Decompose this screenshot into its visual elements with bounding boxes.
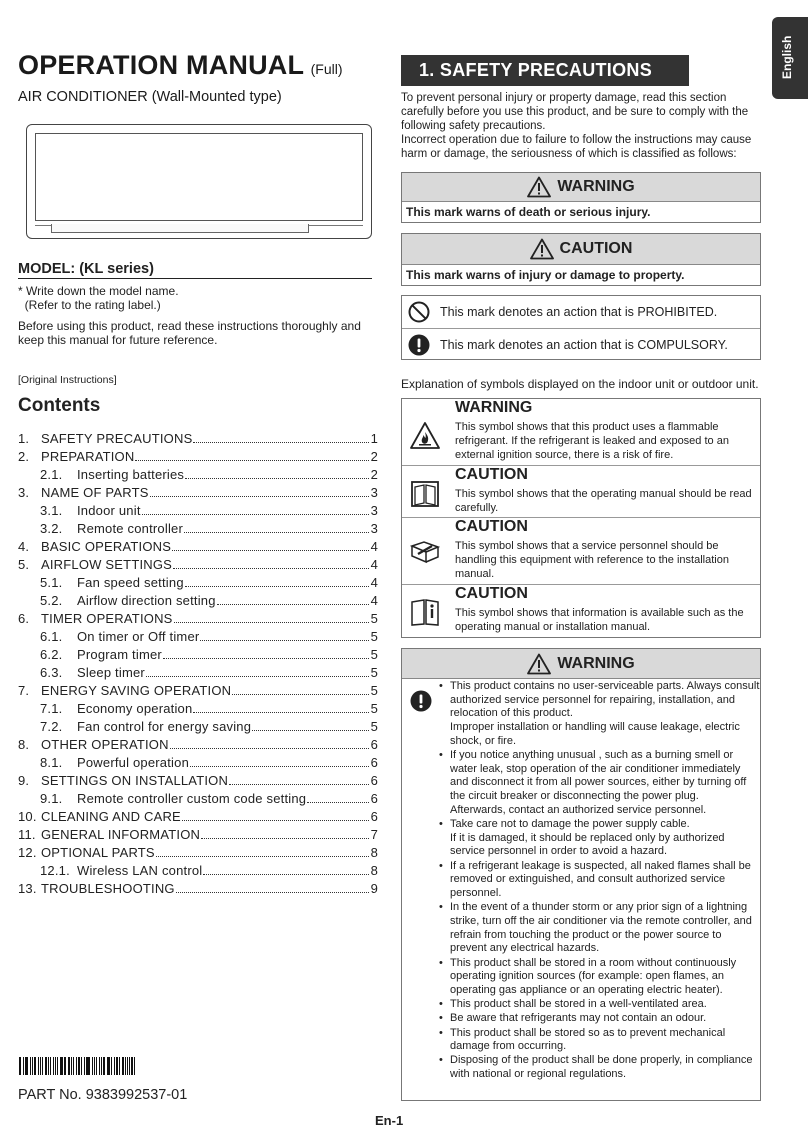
symbol-row: CAUTION This symbol shows that the operating manual should be read carefully. [402, 465, 760, 517]
warning-item: • If you notice anything unusual , such as a burning smell or water leak, stop operation of the air conditioner immediately and disconnect it from all power sources, either by turning off the circuit breaker or disconnecting the power plug. Afterwards, contact an authorized service personnel. [438, 749, 760, 818]
marks-box [401, 295, 761, 360]
toc-item: 2. PREPARATION 2 [18, 449, 378, 464]
warning-item: • Be aware that refrigerants may not contain an odour. [438, 1012, 760, 1026]
toc-item: 12.1. Wireless LAN control 8 [40, 863, 378, 878]
toc-item: 8.1. Powerful operation 6 [40, 755, 378, 770]
compulsory-text: This mark denotes an action that is COMPULSORY. [440, 337, 728, 352]
barcode [19, 1057, 137, 1075]
toc-item: 13. TROUBLESHOOTING 9 [18, 881, 378, 896]
toc-item: 5. AIRFLOW SETTINGS 4 [18, 557, 378, 572]
model-label: MODEL: (KL series) [18, 261, 372, 279]
prohibited-text: This mark denotes an action that is PROHIBITED. [440, 305, 718, 319]
toc-item: 5.1. Fan speed setting 4 [40, 575, 378, 590]
table-of-contents [18, 431, 378, 899]
toc-item: 7.1. Economy operation 5 [40, 701, 378, 716]
toc-item: 9. SETTINGS ON INSTALLATION 6 [18, 773, 378, 788]
title-main: OPERATION MANUAL [18, 50, 305, 80]
compulsory-icon [408, 334, 430, 356]
symbols-intro: Explanation of symbols displayed on the indoor unit or outdoor unit. [401, 377, 759, 391]
part-number: PART No. 9383992537-01 [18, 1087, 188, 1103]
toc-item: 11. GENERAL INFORMATION 7 [18, 827, 378, 842]
caution-triangle-icon [530, 238, 554, 260]
warning-item: • This product shall be stored in a well-ventilated area. [438, 998, 760, 1012]
service-manual-icon [410, 536, 440, 566]
symbol-row: WARNING This symbol shows that this product uses a flammable refrigerant. If the refrigerant is leaked and exposed to an external ignition source, there is a risk of fire. [402, 399, 760, 465]
manual-title [18, 50, 343, 81]
warning-item: • This product contains no user-serviceable parts. Always consult authorized service personnel for repairing, installation, and relocation of this product. Improper installation or handling will cause leakage, electric shock, or fire. [438, 680, 760, 749]
toc-item: 3. NAME OF PARTS 3 [18, 485, 378, 500]
warning-item: • Disposing of the product shall be done properly, in compliance with national or regional regulations. [438, 1054, 760, 1081]
page-number: En-1 [375, 1113, 404, 1128]
toc-item: 8. OTHER OPERATION 6 [18, 737, 378, 752]
contents-heading: Contents [18, 395, 101, 416]
toc-item: 5.2. Airflow direction setting 4 [40, 593, 378, 608]
toc-item: 9.1. Remote controller custom code setting 6 [40, 791, 378, 806]
toc-item: 2.1. Inserting batteries 2 [40, 467, 378, 482]
toc-item: 6.3. Sleep timer 5 [40, 665, 378, 680]
toc-item: 10. CLEANING AND CARE 6 [18, 809, 378, 824]
warning-item: • If a refrigerant leakage is suspected, all naked flames shall be removed or extinguished, and consult authorized service personnel. [438, 860, 760, 901]
section-intro: To prevent personal injury or property damage, read this section carefully before you use this product, and be sure to comply with the following safety precautions. Incorrect operation due to failure to follow the instructions may cause harm or damage, the seriousness of which is classified as follows: [401, 92, 752, 160]
toc-item: 4. BASIC OPERATIONS 4 [18, 539, 378, 554]
toc-item: 6.2. Program timer 5 [40, 647, 378, 662]
model-instructions: Before using this product, read these instructions thoroughly and keep this manual for future reference. [18, 319, 361, 347]
toc-item: 6.1. On timer or Off timer 5 [40, 629, 378, 644]
toc-item: 7.2. Fan control for energy saving 5 [40, 719, 378, 734]
warning-item: • This product shall be stored so as to prevent mechanical damage from occurring. [438, 1027, 760, 1054]
section-heading: 1. SAFETY PRECAUTIONS [401, 55, 689, 86]
original-instructions: [Original Instructions] [18, 374, 117, 386]
compulsory-icon [410, 690, 432, 712]
warning-triangle-icon [527, 176, 551, 198]
model-note: * Write down the model name. (Refer to the rating label.) [18, 284, 179, 312]
toc-item: 3.1. Indoor unit 3 [40, 503, 378, 518]
warning-triangle-icon [527, 653, 551, 675]
caution-definition-text: This mark warns of injury or damage to property. [406, 268, 685, 282]
manual-subtitle: AIR CONDITIONER (Wall-Mounted type) [18, 89, 282, 105]
symbol-row: CAUTION This symbol shows that a service personnel should be handling this equipment with reference to the installation manual. [402, 517, 760, 584]
symbol-row: CAUTION This symbol shows that information is available such as the operating manual or installation manual. [402, 584, 760, 639]
warnings-box: WARNING • This product contains no user-serviceable parts. Always consult authorized service personnel for repairing, installation, and relocation of this product. Improper installation or handling will cause leakage, electric shock, or fire. • If you notice anything unusual , such as a burning smell or water leak, stop operation of the air conditioner immediately and disconnect it from all power sources, either by turning off the circuit breaker or disconnecting the power plug. Afterwards, contact an authorized service personnel. • Take care not to damage the power supply cable. If it is damaged, it should be replaced only by authorized service personnel in order to avoid a hazard. • If a refrigerant leakage is suspected, all naked flames shall be removed or extinguished, and consult authorized service personnel. • In the event of a thunder storm or any prior sign of a lightning strike, turn off the air conditioner via the remote controller, and refrain from touching the product or the power source to prevent any electrical hazards. • This product shall be stored in a room without continuously operating ignition sources (for example: open flames, an operating gas appliance or an operating electric heater). • This product shall be stored in a well-ventilated area. • Be aware that refrigerants may not contain an odour. • This product shall be stored so as to prevent mechanical damage from occurring. • Disposing of the product shall be done properly, in compliance with national or regional regulations. [401, 648, 761, 1101]
warning-item: • Take care not to damage the power supply cable. If it is damaged, it should be replaced only by authorized service personnel in order to avoid a hazard. [438, 818, 760, 859]
toc-item: 6. TIMER OPERATIONS 5 [18, 611, 378, 626]
warning-definition-box: WARNING This mark warns of death or serious injury. [401, 172, 761, 223]
indoor-unit-illustration [26, 124, 372, 239]
symbols-box [401, 398, 761, 638]
warning-item: • This product shall be stored in a room without continuously operating ignition sources (for example: open flames, an operating gas appliance or an operating electric heater). [438, 957, 760, 998]
title-suffix: (Full) [310, 61, 343, 77]
warning-definition-text: This mark warns of death or serious injury. [406, 205, 651, 219]
info-manual-icon [410, 597, 440, 627]
caution-definition-box: CAUTION This mark warns of injury or damage to property. [401, 233, 761, 286]
manual-book-icon [410, 479, 440, 509]
warning-item: • In the event of a thunder storm or any prior sign of a lightning strike, turn off the air conditioner via the remote controller, and refrain from touching the product or the power source to prevent any electrical hazards. [438, 901, 760, 956]
toc-item: 7. ENERGY SAVING OPERATION 5 [18, 683, 378, 698]
toc-item: 1. SAFETY PRECAUTIONS 1 [18, 431, 378, 446]
language-tab: English [772, 17, 808, 99]
toc-item: 3.2. Remote controller 3 [40, 521, 378, 536]
toc-item: 12. OPTIONAL PARTS 8 [18, 845, 378, 860]
prohibited-icon [408, 301, 430, 323]
warnings-list [438, 680, 760, 1082]
flammable-warning-icon [410, 421, 440, 451]
